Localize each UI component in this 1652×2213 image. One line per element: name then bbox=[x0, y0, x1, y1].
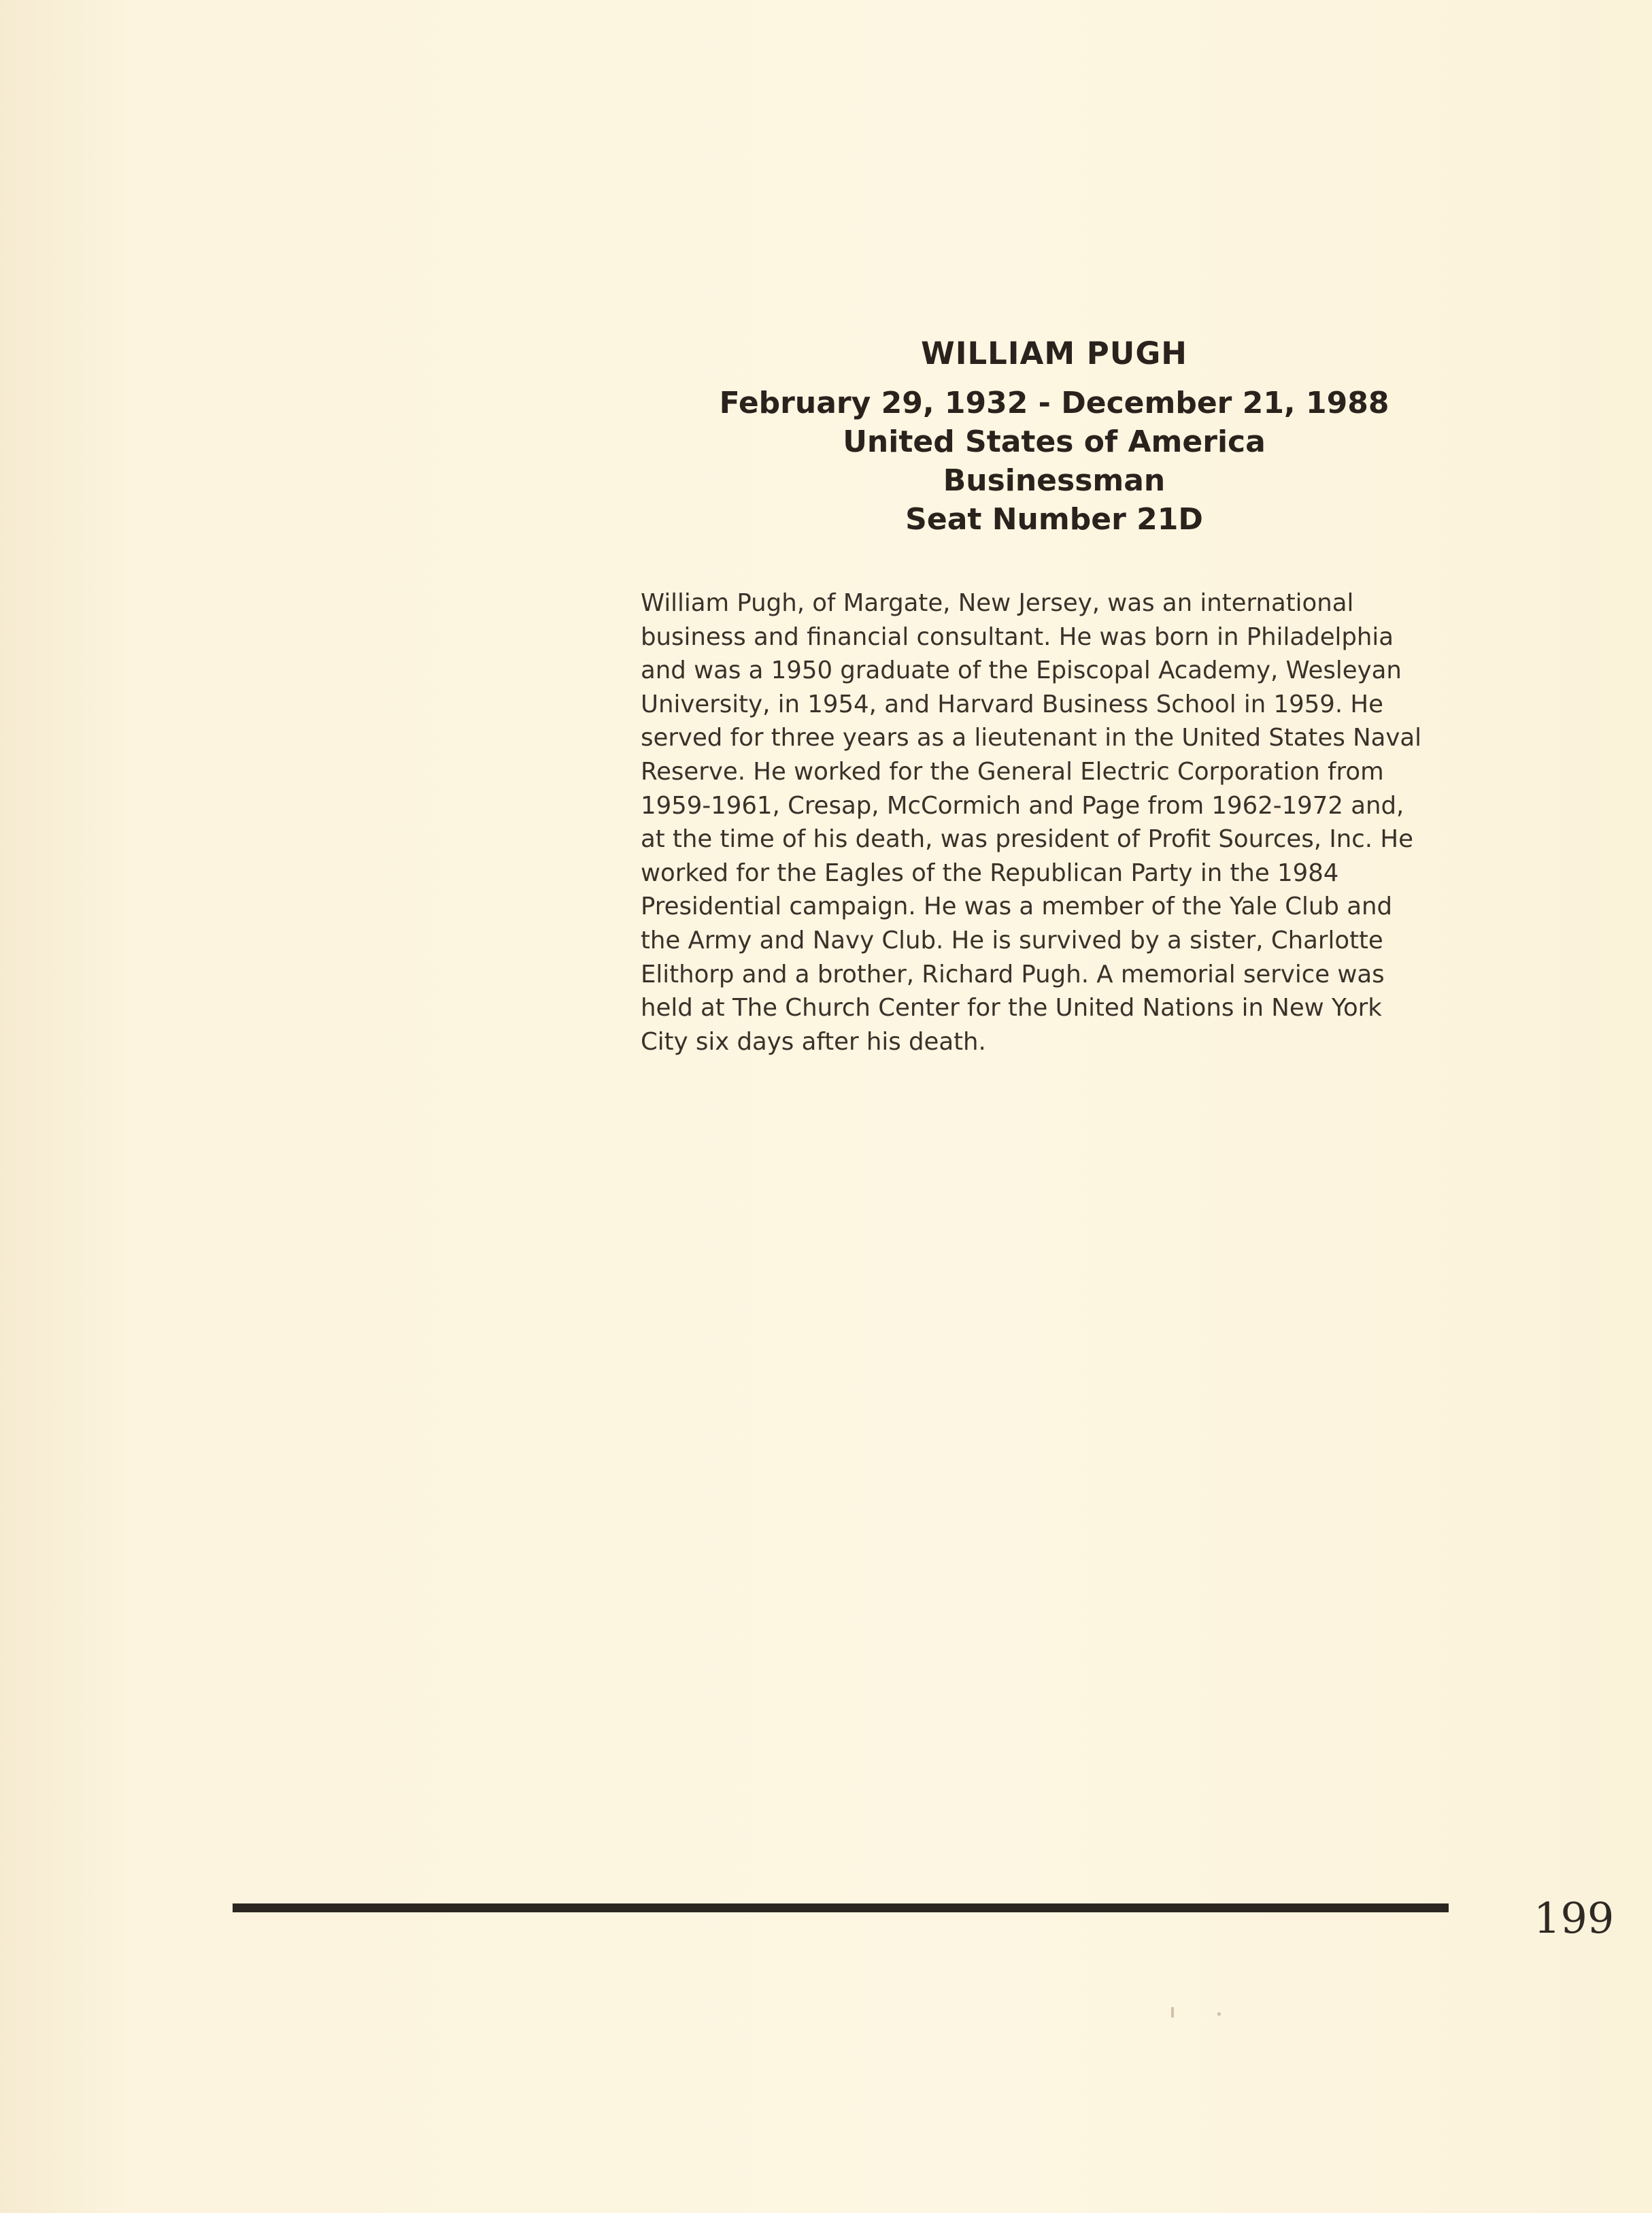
entry-header bbox=[639, 333, 1469, 539]
seat-number: Seat Number 21D bbox=[905, 502, 1203, 537]
biography-line: Presidential campaign. He was a member of the Yale Club and bbox=[641, 893, 1392, 921]
biography-line: the Army and Navy Club. He is survived by a sister, Charlotte bbox=[641, 926, 1383, 954]
biography-line: business and financial consultant. He was born in Philadelphia bbox=[641, 622, 1394, 651]
life-dates: February 29, 1932 - December 21, 1988 bbox=[719, 386, 1389, 420]
biography-line: University, in 1954, and Harvard Business School in 1959. He bbox=[641, 690, 1383, 718]
biography-line: at the time of his death, was president of Profit Sources, Inc. He bbox=[641, 825, 1413, 854]
country: United States of America bbox=[843, 425, 1266, 459]
biography-line: and was a 1950 graduate of the Episcopal Academy, Wesleyan bbox=[641, 656, 1402, 685]
biography-line: City six days after his death. bbox=[641, 1027, 986, 1056]
page-number: 199 bbox=[1534, 1893, 1615, 1943]
biography-line: William Pugh, of Margate, New Jersey, was an international bbox=[641, 589, 1354, 617]
biography-line: 1959-1961, Cresap, McCormich and Page from 1962-1972 and, bbox=[641, 791, 1404, 820]
footer-rule bbox=[233, 1903, 1449, 1912]
person-name: WILLIAM PUGH bbox=[921, 335, 1187, 371]
biography-line: served for three years as a lieutenant in the United States Naval bbox=[641, 724, 1422, 752]
biography-line: Elithorp and a brother, Richard Pugh. A memorial service was bbox=[641, 960, 1385, 988]
biography-line: Reserve. He worked for the General Electric Corporation from bbox=[641, 757, 1384, 786]
occupation: Businessman bbox=[943, 463, 1166, 498]
paper-speck bbox=[1171, 2007, 1174, 2018]
biography-paragraph bbox=[641, 586, 1443, 1059]
biography-line: held at The Church Center for the United Nations in New York bbox=[641, 994, 1382, 1022]
biography-line: worked for the Eagles of the Republican Party in the 1984 bbox=[641, 859, 1339, 887]
paper-speck bbox=[1217, 2012, 1221, 2016]
